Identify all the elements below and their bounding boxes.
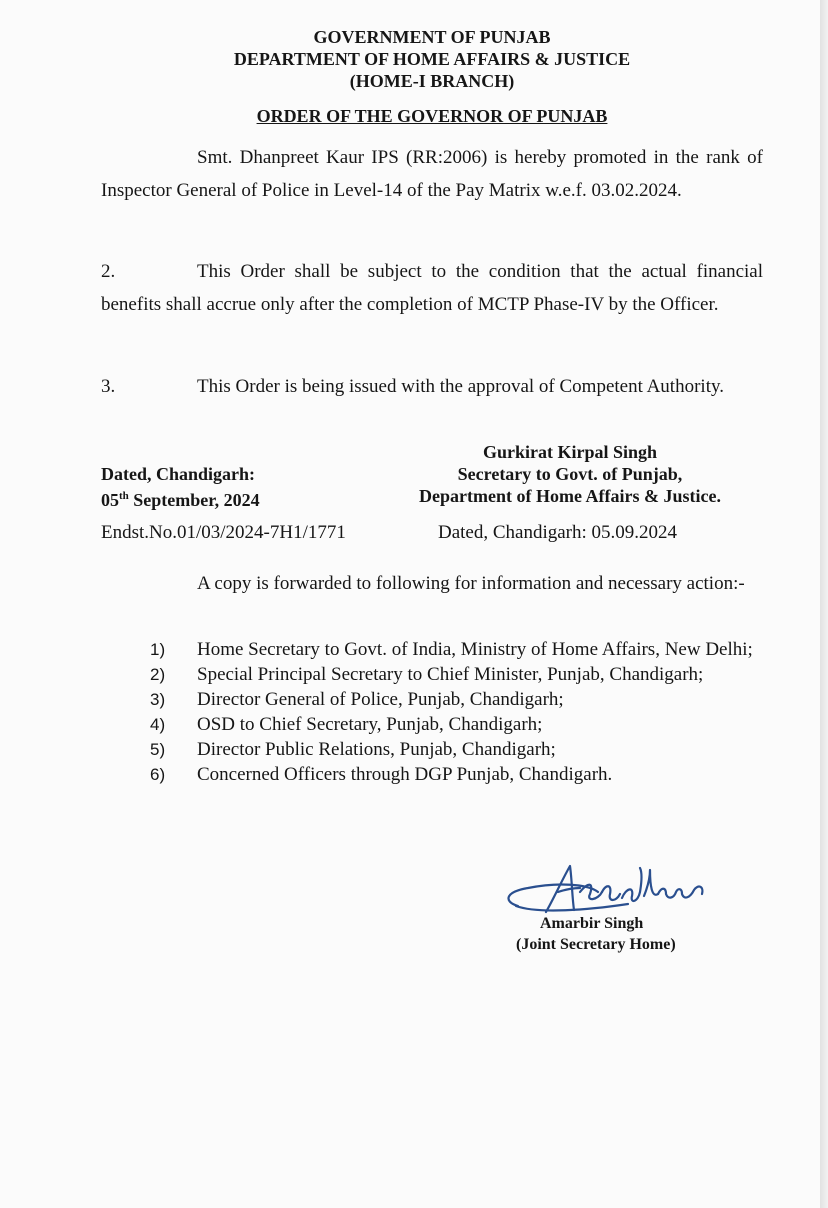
recipient-number: 1) [150,640,166,659]
recipient-text: Director General of Police, Punjab, Chandigarh; [197,689,564,710]
signatory-block [380,441,760,507]
recipient-number: 5) [150,740,166,759]
dated-day-suffix: th [119,490,129,502]
signatory-designation: Secretary to Govt. of Punjab, [457,464,683,484]
dated-block [101,463,260,511]
recipient-item [150,662,764,687]
recipient-number: 3) [150,690,166,709]
endorsement-date: Dated, Chandigarh: 05.09.2024 [438,522,678,543]
header-branch: (HOME-I BRANCH) [349,71,515,91]
page-edge-shadow [820,0,828,1208]
second-signatory-designation: (Joint Secretary Home) [516,936,676,953]
recipient-item [150,712,764,737]
dated-day: 05 [101,490,119,510]
paragraph-3-number: 3. [101,376,116,397]
recipient-item [150,687,764,712]
recipient-text: OSD to Chief Secretary, Punjab, Chandigarh; [197,714,543,735]
recipient-number: 2) [150,665,166,684]
recipient-number: 6) [150,765,166,784]
order-paragraph-2 [101,255,763,321]
header-government: GOVERNMENT OF PUNJAB [313,27,551,47]
recipient-number: 4) [150,715,166,734]
recipient-text: Home Secretary to Govt. of India, Ministry of Home Affairs, New Delhi; [197,639,753,660]
dated-place: Dated, Chandigarh: [101,464,256,484]
paragraph-2-number: 2. [101,261,116,282]
recipient-item [150,737,764,762]
recipient-text: Special Principal Secretary to Chief Minister, Punjab, Chandigarh; [197,664,704,685]
endorsement-number: Endst.No.01/03/2024-7H1/1771 [101,522,346,543]
order-paragraph-3 [101,370,763,403]
copy-forward-intro: A copy is forwarded to following for information and necessary action:- [197,573,745,594]
recipient-item [150,637,764,662]
order-title: ORDER OF THE GOVERNOR OF PUNJAB [256,106,608,126]
dated-month-year: September, 2024 [128,490,260,510]
header-department: DEPARTMENT OF HOME AFFAIRS & JUSTICE [233,49,631,69]
order-paragraph-1: Smt. Dhanpreet Kaur IPS (RR:2006) is hereby promoted in the rank of Inspector General of Police in Level-14 of the Pay Matrix w.e.f. 03.02.2024. [101,147,763,201]
paragraph-3-text: This Order is being issued with the approval of Competent Authority. [197,376,724,397]
recipients-list [150,637,764,787]
signatory-department: Department of Home Affairs & Justice. [419,486,721,506]
paragraph-2-text: This Order shall be subject to the condition that the actual financial benefits shall accrue only after the completion of MCTP Phase-IV by the Officer. [101,261,763,315]
recipient-text: Director Public Relations, Punjab, Chandigarh; [197,739,556,760]
second-signatory-name: Amarbir Singh [540,915,644,932]
recipient-item [150,762,764,787]
dated-date [101,485,260,511]
recipient-text: Concerned Officers through DGP Punjab, Chandigarh. [197,764,613,785]
document-header [100,26,764,92]
signatory-name: Gurkirat Kirpal Singh [482,442,658,462]
